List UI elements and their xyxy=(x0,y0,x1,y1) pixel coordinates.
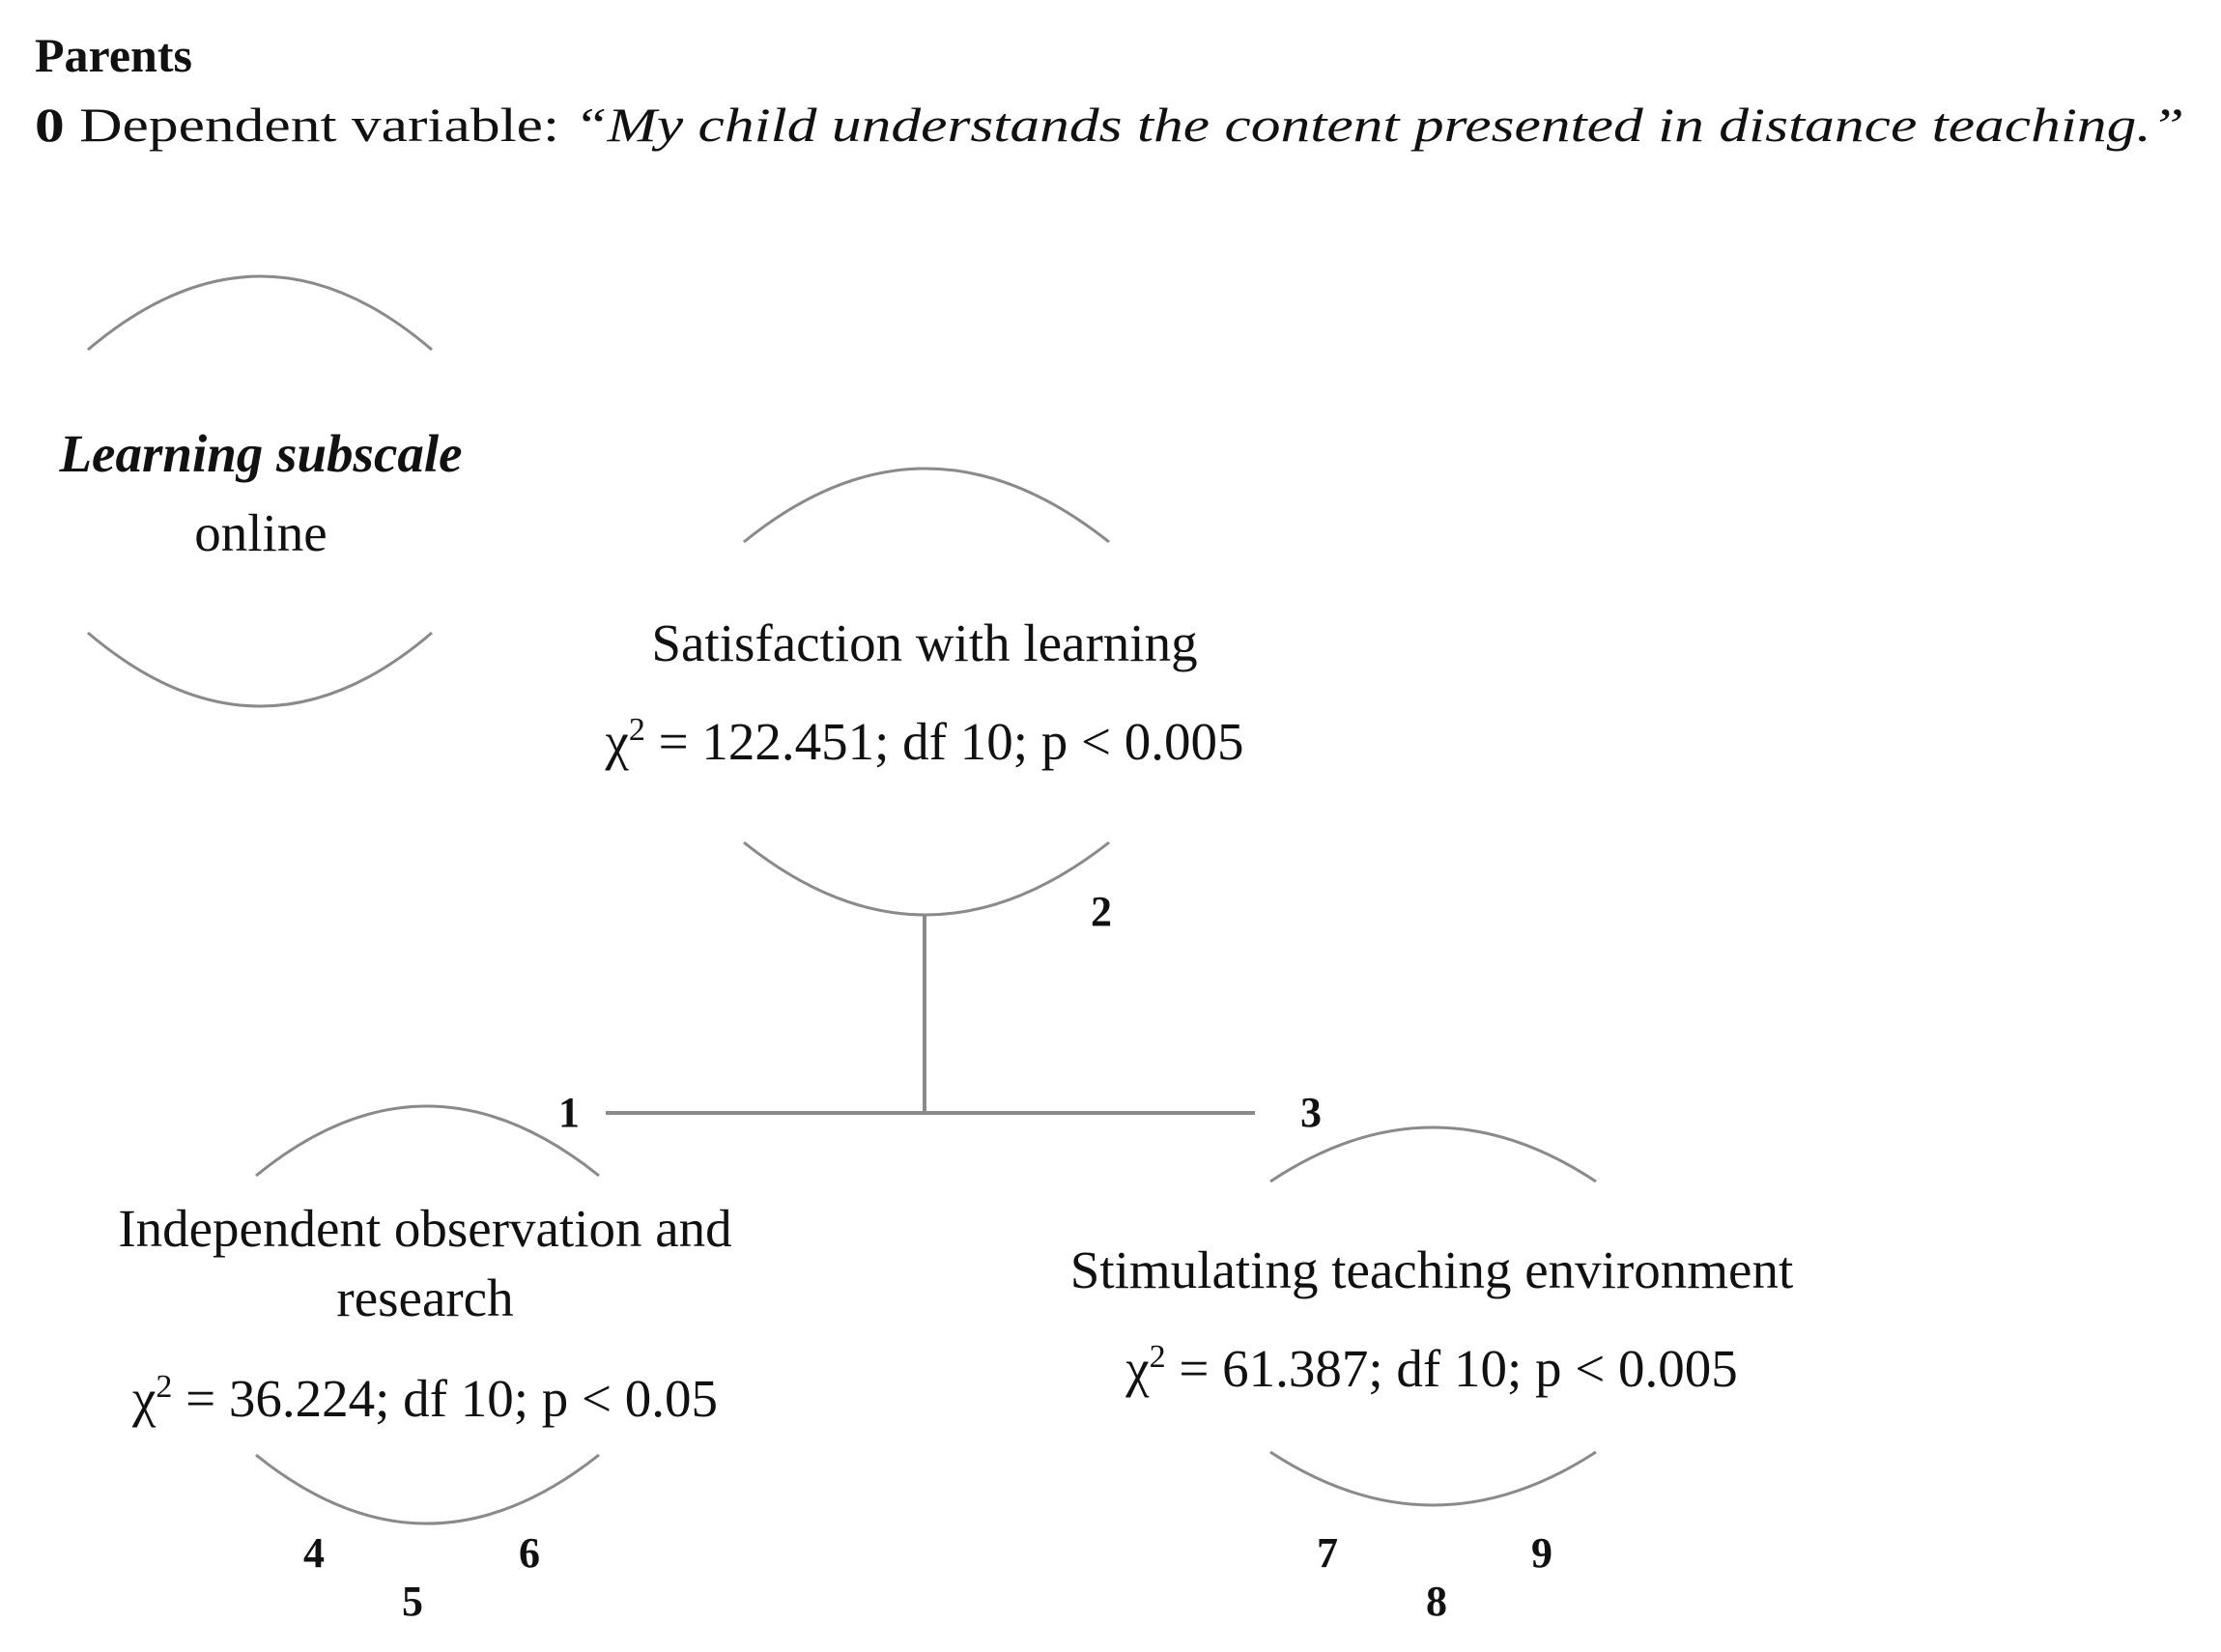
node-title: Stimulating teaching environment xyxy=(1069,1240,1794,1299)
root-subtitle: online xyxy=(194,503,327,562)
leaf-number: 5 xyxy=(402,1578,423,1625)
node-title-line2: research xyxy=(336,1268,514,1327)
leaf-number: 6 xyxy=(519,1529,540,1577)
node-title: Satisfaction with learning xyxy=(651,613,1198,672)
node-2 xyxy=(604,469,1243,935)
node-number: 2 xyxy=(1091,888,1112,935)
node-arc-top xyxy=(744,469,1109,542)
node-arc-bottom xyxy=(256,1455,599,1524)
dv-number: 0 xyxy=(35,98,59,152)
dependent-variable xyxy=(35,98,2184,152)
node-stat: $\chi^2 = 122.451$; df 10; p < 0.005 xyxy=(605,712,1244,771)
node-arc-bottom xyxy=(744,842,1109,915)
node-root xyxy=(58,276,462,706)
node-number: 1 xyxy=(558,1089,580,1136)
node-arc-top xyxy=(256,1106,599,1176)
leaf-number: 4 xyxy=(303,1529,325,1577)
node-stat: $\chi^2 = 61.387$; df 10; p < 0.005 xyxy=(1125,1339,1738,1398)
node-arc-bottom xyxy=(88,633,432,706)
root-title: Learning subscale xyxy=(59,424,463,483)
node-3 xyxy=(1070,1127,1793,1625)
leaf-number: 9 xyxy=(1531,1529,1552,1577)
node-1 xyxy=(118,1106,731,1625)
dv-label: Dependent variable: xyxy=(79,98,470,152)
node-number: 3 xyxy=(1300,1089,1322,1136)
node-title-line1: Independent observation and xyxy=(118,1199,732,1258)
node-arc-top xyxy=(88,276,432,350)
leaf-number: 8 xyxy=(1426,1578,1447,1625)
dv-text: “My child understands the content presented in distance teaching.” xyxy=(574,98,1884,152)
group-title: Parents xyxy=(35,28,192,82)
leaf-number: 7 xyxy=(1317,1529,1338,1577)
node-arc-bottom xyxy=(1270,1452,1596,1505)
node-stat: $\chi^2 = 36.224$; df 10; p < 0.05 xyxy=(131,1369,719,1428)
